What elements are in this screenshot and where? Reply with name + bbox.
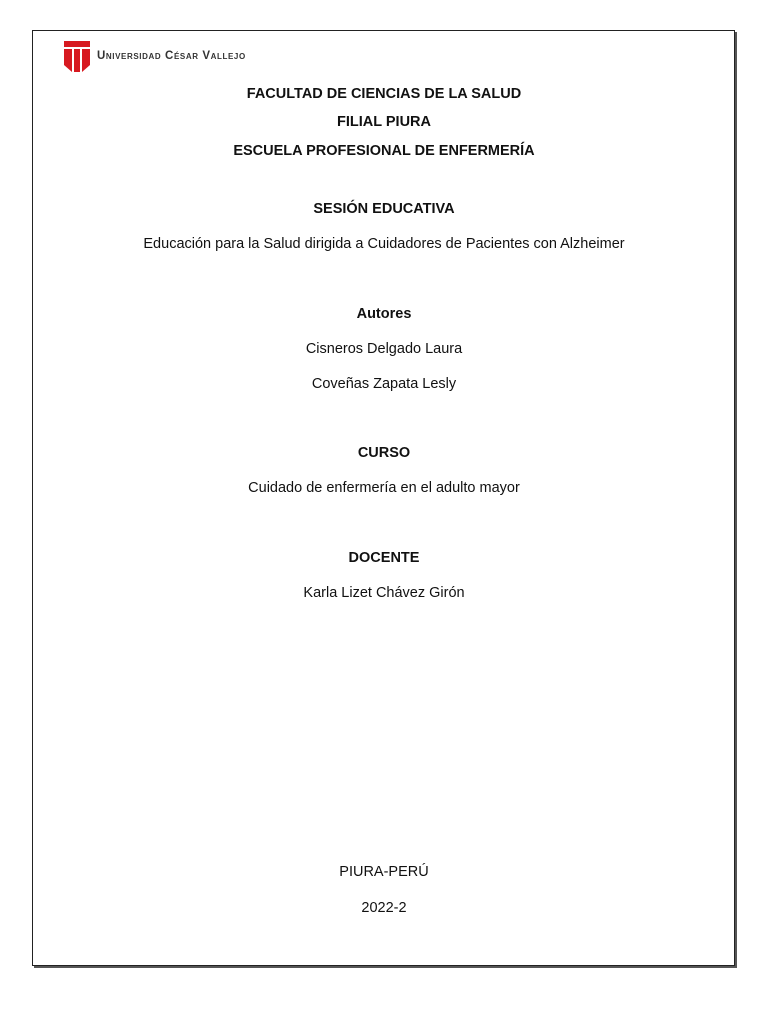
branch-heading: FILIAL PIURA bbox=[337, 114, 431, 130]
university-name: Universidad César Vallejo bbox=[97, 50, 246, 62]
session-heading: SESIÓN EDUCATIVA bbox=[313, 201, 455, 217]
teacher-heading: DOCENTE bbox=[348, 550, 420, 566]
school-heading: ESCUELA PROFESIONAL DE ENFERMERÍA bbox=[233, 143, 535, 159]
faculty-heading: FACULTAD DE CIENCIAS DE LA SALUD bbox=[246, 86, 522, 102]
session-title: Educación para la Salud dirigida a Cuidadores de Pacientes con Alzheimer bbox=[143, 236, 625, 252]
place: PIURA-PERÚ bbox=[339, 864, 429, 880]
ucv-shield-icon bbox=[64, 41, 90, 72]
course-heading: CURSO bbox=[357, 445, 411, 461]
author-name: Coveñas Zapata Lesly bbox=[311, 376, 457, 392]
period: 2022-2 bbox=[361, 900, 407, 916]
university-logo bbox=[64, 40, 246, 72]
page-frame bbox=[32, 30, 735, 966]
teacher-name: Karla Lizet Chávez Girón bbox=[303, 585, 465, 601]
course-name: Cuidado de enfermería en el adulto mayor bbox=[248, 480, 520, 496]
authors-heading: Autores bbox=[356, 306, 412, 322]
author-name: Cisneros Delgado Laura bbox=[305, 341, 463, 357]
